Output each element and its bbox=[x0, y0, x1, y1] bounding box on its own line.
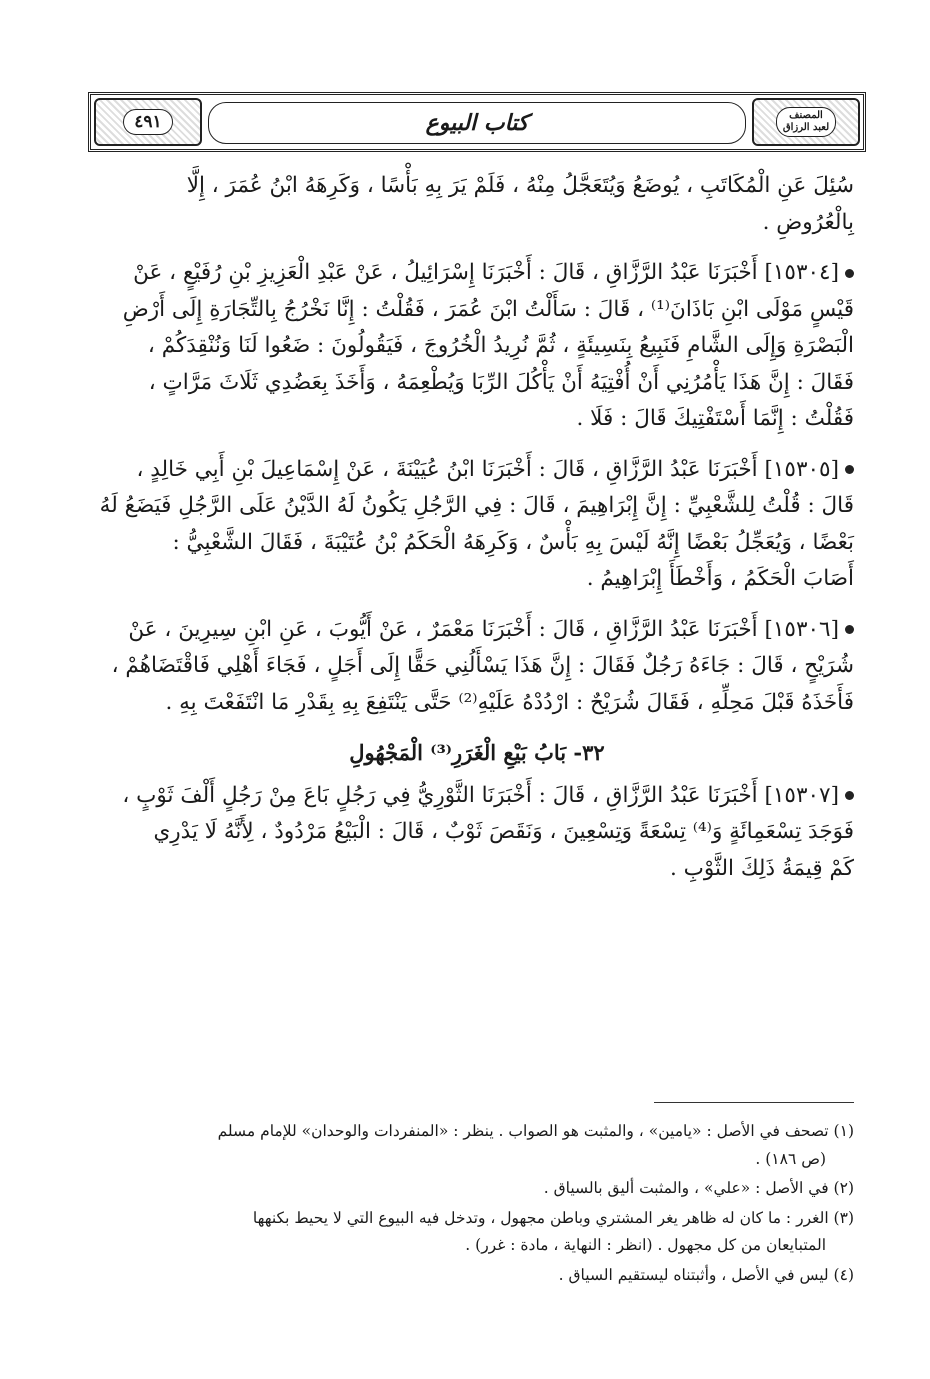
book-logo-line-2: لعبد الرزاق bbox=[782, 122, 830, 133]
text-line: أَصَابَ الْحَكَمُ ، وَأَخْطَأَ إِبْرَاهِيمُ . bbox=[586, 566, 854, 591]
bullet-icon bbox=[845, 791, 854, 800]
text-line: فَقَالَ : إِنَّ هَذَا يَأْمُرُنِي أَنْ أُفْتِيَهُ أَنْ يَأْكُلَ الرِّبَا وَيُطْعِمَهُ ، وَأَخَذَ بِعَضُدِي ثَلَاثَ مَرَّاتٍ ، bbox=[148, 369, 854, 395]
text-line bbox=[100, 255, 854, 292]
footnote-line: (٣) الغرر : ما كان له ظاهر يغر المشتري وباطن مجهول ، وتدخل فيه البيوع التي لا يحيط بكنهها bbox=[252, 1208, 854, 1227]
footnote-line: المتبايعان من كل مجهول . (انظر : النهاية ، مادة : غرر) . bbox=[465, 1236, 826, 1254]
text-line: قَالَ : قُلْتُ لِلشَّعْبِيِّ : إِنَّ إِبْرَاهِيمَ ، قَالَ : فِي الرَّجُلِ يَكُونُ لَهُ الدَّيْنُ عَلَى الرَّجُلِ فَيَضَعُ لَهُ bbox=[99, 493, 854, 518]
chapter-title: كتاب البيوع bbox=[425, 110, 529, 136]
section-heading: ٣٢- بَابُ بَيْعِ الْغَرَرِ⁽³⁾ الْمَجْهُولِ bbox=[349, 740, 605, 765]
footnote-1 bbox=[100, 1118, 854, 1173]
footnote-4 bbox=[100, 1262, 854, 1290]
text-line: فَقُلْتُ : إِنَّمَا أَسْتَفْتِيكَ قَالَ : فَلَا . bbox=[576, 406, 854, 431]
footnote-2 bbox=[100, 1175, 854, 1203]
text-line: فَأَخَذَهُ قَبْلَ مَحِلِّهِ ، فَقَالَ شُرَيْحٌ : ارْدُدْهُ عَلَيْهِ⁽²⁾ حَتَّى يَنْتَفِعَ بِهِ بِقَدْرِ مَا انْتَفَعْتَ بِهِ . bbox=[165, 689, 854, 715]
hadith-number: [١٥٣٠٥] bbox=[764, 456, 839, 482]
text-line: بَعْضًا ، وَيُعَجِّلُ بَعْضًا إِنَّهُ لَيْسَ بِهِ بَأْسٌ ، وَكَرِهَهُ الْحَكَمُ بْنُ عُتَيْبَةَ ، فَقَالَ الشَّعْبِيُّ : bbox=[172, 529, 854, 555]
book-logo-line-1: المصنف bbox=[789, 110, 823, 121]
text-line: قَيْسٍ مَوْلَى ابْنِ بَاذَانَ⁽¹⁾ ، قَالَ : سَأَلْتُ ابْنَ عُمَرَ ، فَقُلْتُ : إِنَّا نَخْرُجُ بِالتِّجَارَةِ إِلَى أَرْضِ bbox=[122, 296, 854, 322]
text-line bbox=[100, 452, 854, 489]
hadith-15304 bbox=[100, 255, 854, 438]
hadith-number: [١٥٣٠٤] bbox=[764, 260, 839, 285]
footnote-line: (١) تصحف في الأصل : «يامين» ، والمثبت هو الصواب . ينظر : «المنفردات والوحدان» للإمام مسلم bbox=[217, 1122, 854, 1140]
text-segment: أَخْبَرَنَا عَبْدُ الرَّزَّاقِ ، قَالَ : أَخْبَرَنَا ابْنُ عُيَيْنَةَ ، عَنْ إِسْمَاعِيلَ بْنِ أَبِي خَالِدٍ ، bbox=[136, 456, 758, 482]
footnote-3 bbox=[100, 1205, 854, 1260]
book-logo-badge bbox=[752, 98, 860, 146]
hadith-number: [١٥٣٠٧] bbox=[764, 782, 839, 808]
footnote-divider bbox=[654, 1102, 854, 1103]
bullet-icon bbox=[845, 269, 854, 278]
footnote-line: (٤) ليس في الأصل ، وأثبتناه ليستقيم السياق . bbox=[558, 1265, 854, 1284]
text-line: فَوَجَدَ تِسْعَمِائَةٍ وَ⁽⁴⁾ تِسْعَةً وَتِسْعِينَ ، وَنَقَصَ ثَوْبٌ ، قَالَ : الْبَيْعُ مَرْدُودٌ ، لِأَنَّهُ لَا يَدْرِي bbox=[153, 819, 854, 844]
footnotes bbox=[100, 1118, 854, 1289]
main-text bbox=[100, 168, 854, 887]
continuation-paragraph bbox=[100, 168, 854, 241]
hadith-number: [١٥٣٠٦] bbox=[764, 616, 839, 642]
text-segment: أَخْبَرَنَا عَبْدُ الرَّزَّاقِ ، قَالَ : أَخْبَرَنَا الثَّوْرِيُّ فِي رَجُلٍ بَاعَ مِنْ رَجُلٍ أَلْفَ ثَوْبٍ ، bbox=[122, 782, 758, 808]
text-line bbox=[100, 612, 854, 649]
hadith-15305 bbox=[100, 452, 854, 598]
text-line: الْبَصْرَةِ وَإِلَى الشَّامِ فَنَبِيعُ بِنَسِيئَةٍ ، ثُمَّ نُرِيدُ الْخُرُوجَ ، فَيَقُولُونَ : ضَعُوا لَنَا وَنُنْقِدَكُمْ ، bbox=[147, 333, 854, 358]
text-line: بِالْعُرُوضِ . bbox=[762, 209, 854, 235]
page-number: ٤٩١ bbox=[123, 109, 172, 135]
text-line: شُرَيْحٍ ، قَالَ : جَاءَهُ رَجُلٌ فَقَالَ : إِنَّ هَذَا يَسْأَلُنِي حَقًّا إِلَى أَجَلٍ ، فَجَاءَ أَهْلِي فَاقْتَضَاهُمْ ، bbox=[111, 653, 854, 678]
text-segment: أَخْبَرَنَا عَبْدُ الرَّزَّاقِ ، قَالَ : أَخْبَرَنَا مَعْمَرٌ ، عَنْ أَيُّوبَ ، عَنِ ابْنِ سِيرِينَ ، عَنْ bbox=[128, 616, 758, 642]
page-header bbox=[88, 92, 866, 152]
text-line: كَمْ قِيمَةُ ذَلِكَ الثَّوْبِ . bbox=[669, 855, 854, 881]
chapter-title-box bbox=[208, 102, 746, 144]
hadith-15306 bbox=[100, 612, 854, 722]
text-line: سُئِلَ عَنِ الْمُكَاتَبِ ، يُوضَعُ وَيُتَعَجَّلُ مِنْهُ ، فَلَمْ يَرَ بِهِ بَأْسًا ، وَكَرِهَهُ ابْنُ عُمَرَ ، إِلَّا bbox=[186, 173, 854, 198]
bullet-icon bbox=[845, 625, 854, 634]
bullet-icon bbox=[845, 465, 854, 474]
hadith-15307 bbox=[100, 778, 854, 888]
text-segment: أَخْبَرَنَا عَبْدُ الرَّزَّاقِ ، قَالَ : أَخْبَرَنَا إِسْرَائِيلُ ، عَنْ عَبْدِ الْعَزِيزِ بْنِ رُفَيْعٍ ، عَنْ bbox=[133, 260, 758, 285]
footnote-line: (٢) في الأصل : «علي» ، والمثبت أليق بالسياق . bbox=[543, 1179, 854, 1197]
book-logo bbox=[776, 107, 836, 137]
footnote-line: (ص ١٨٦) . bbox=[755, 1149, 826, 1168]
text-line bbox=[100, 778, 854, 815]
page-number-badge bbox=[94, 98, 202, 146]
